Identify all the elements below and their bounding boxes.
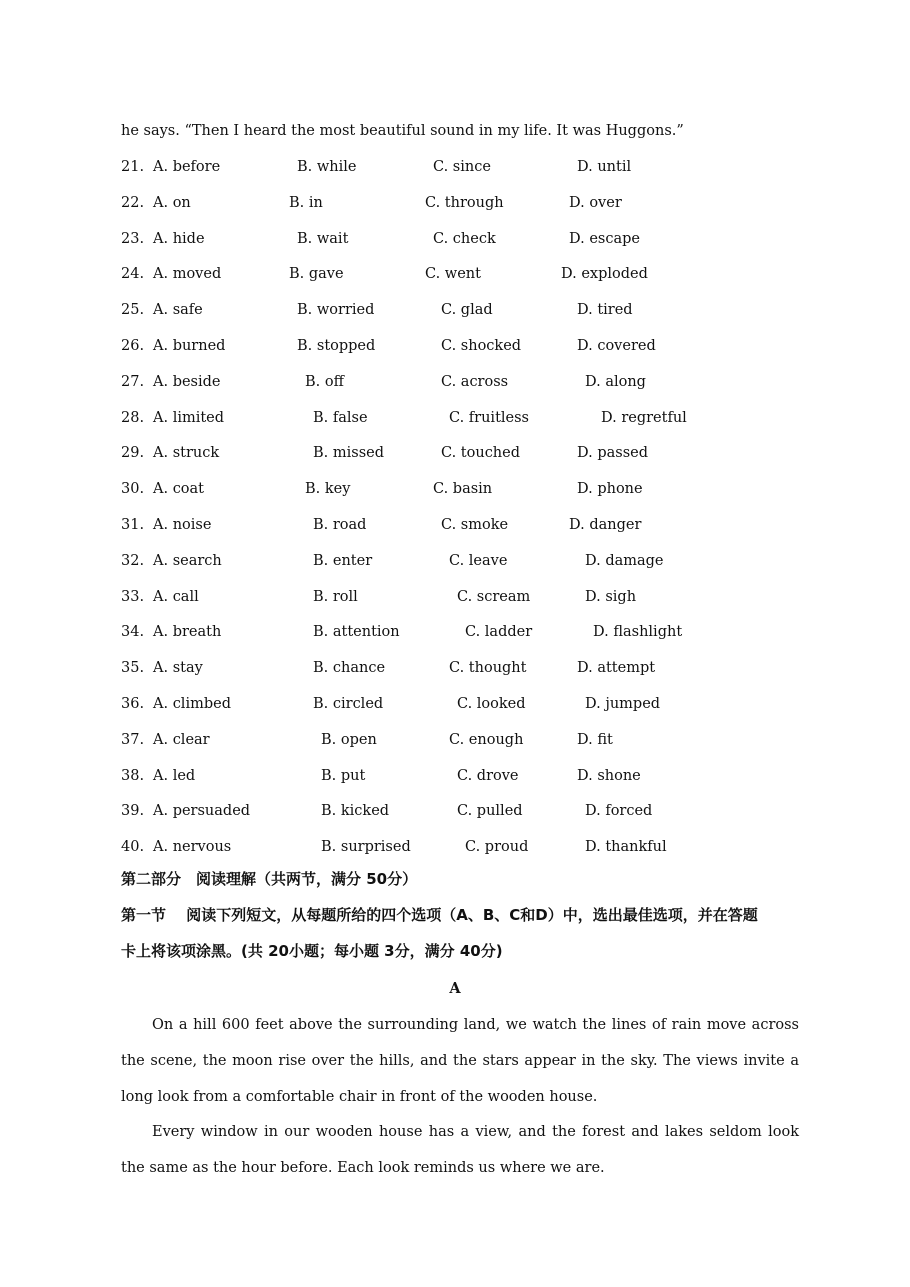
question-number: 32. [121,552,145,569]
option-b: B. key [305,481,351,498]
option-b: B. worried [297,302,375,319]
option-b: B. off [305,373,344,390]
option-d: D. shone [577,767,641,784]
question-row [121,372,821,392]
question-number: 24. [121,266,145,283]
question-number: 39. [121,803,145,820]
option-a: A. call [153,588,199,605]
option-a: A. struck [153,445,220,462]
option-d: D. damage [585,552,664,569]
paragraph: On a hill 600 feet above the surrounding land, we watch the lines of rain move across the scene, the moon rise over the hills, and the stars appear in the sky. The views invite a long look from a comfortable chair in front of the wooden house. [121,1017,799,1105]
option-b: B. attention [313,624,400,641]
question-row [121,694,821,714]
option-c: C. across [441,373,509,390]
option-d: D. regretful [601,409,687,426]
option-c: C. check [433,230,496,247]
question-row [121,658,821,678]
option-a: A. search [153,552,222,569]
intro-line: he says. “Then I heard the most beautiful sound in my life. It was Huggons.” [121,123,684,139]
question-number: 33. [121,588,145,605]
option-b: B. kicked [321,803,390,820]
question-number: 22. [121,194,145,211]
option-b: B. circled [313,696,384,712]
option-c: C. scream [457,588,531,605]
option-c: C. enough [449,731,524,748]
option-a: A. persuaded [153,803,251,820]
question-row [121,300,821,320]
option-c: C. smoke [441,517,509,533]
question-number: 38. [121,767,145,784]
option-a: A. stay [153,660,203,677]
option-b: B. false [313,409,368,426]
option-d: D. flashlight [593,624,683,641]
question-row [121,730,821,750]
question-row [121,264,821,284]
option-a: A. clear [153,731,210,748]
option-c: C. basin [433,481,493,498]
question-number: 25. [121,302,145,319]
option-b: B. chance [313,660,386,677]
question-row [121,801,821,821]
option-d: D. jumped [585,696,661,712]
question-number: 36. [121,696,145,712]
option-c: C. shocked [441,338,522,354]
option-d: D. forced [585,803,653,820]
option-d: D. over [569,194,622,211]
section-heading-line-1: 第一节 阅读下列短文，从每题所给的四个选项（A、B、C和D）中，选出最佳选项，并在答题 [121,906,758,924]
question-row [121,766,821,786]
option-a: A. moved [153,266,222,283]
option-d: D. fit [577,731,613,748]
option-c: C. leave [449,552,508,569]
question-row [121,336,821,356]
option-a: A. led [153,767,196,784]
option-d: D. until [577,159,632,175]
option-a: A. on [153,194,191,211]
question-row [121,157,821,177]
question-row [121,229,821,249]
option-c: C. fruitless [449,409,529,426]
option-b: B. missed [313,445,385,462]
option-c: C. proud [465,839,529,856]
option-a: A. limited [153,409,225,426]
option-c: C. drove [457,767,519,784]
question-row [121,443,821,463]
question-row [121,408,821,428]
option-b: B. open [321,731,377,748]
option-a: A. climbed [153,696,231,712]
question-row [121,479,821,499]
option-c: C. through [425,194,504,211]
question-number: 30. [121,481,145,498]
question-row [121,515,821,535]
option-c: C. looked [457,696,526,712]
option-a: A. before [153,159,221,175]
question-row [121,587,821,607]
question-number: 31. [121,517,145,533]
question-row [121,551,821,571]
passage-label: A [449,980,461,997]
question-number: 40. [121,839,145,856]
option-c: C. ladder [465,624,533,641]
option-b: B. gave [289,266,344,283]
option-c: C. touched [441,445,521,462]
option-c: C. went [425,266,481,283]
option-c: C. since [433,159,491,175]
option-d: D. exploded [561,266,648,283]
question-row [121,837,821,857]
option-b: B. road [313,517,367,533]
option-b: B. in [289,194,323,211]
option-d: D. along [585,373,646,390]
question-number: 37. [121,731,145,748]
option-a: A. hide [153,230,205,247]
option-d: D. attempt [577,660,656,677]
option-a: A. coat [153,481,205,498]
option-c: C. glad [441,302,493,319]
question-number: 27. [121,373,145,390]
option-d: D. escape [569,230,640,247]
question-number: 28. [121,409,145,426]
question-row [121,193,821,213]
option-a: A. nervous [153,839,232,856]
option-a: A. noise [153,517,212,533]
option-b: B. surprised [321,839,411,856]
section-heading-line-2: 卡上将该项涂黑。(共 20小题；每小题 3分，满分 40分) [121,942,503,960]
option-b: B. put [321,767,366,784]
question-number: 21. [121,159,145,175]
question-row [121,622,821,642]
option-a: A. burned [153,338,226,354]
option-b: B. wait [297,230,349,247]
option-d: D. thankful [585,839,667,856]
option-b: B. enter [313,552,373,569]
option-a: A. safe [153,302,203,319]
option-b: B. while [297,159,357,175]
option-d: D. tired [577,302,633,319]
option-b: B. roll [313,588,358,605]
question-number: 29. [121,445,145,462]
option-a: A. beside [153,373,221,390]
part-heading: 第二部分 阅读理解（共两节，满分 50分） [121,870,418,888]
question-number: 26. [121,338,145,354]
option-b: B. stopped [297,338,376,354]
option-a: A. breath [153,624,222,641]
option-d: D. covered [577,338,656,354]
option-d: D. phone [577,481,643,498]
option-c: C. pulled [457,803,523,820]
paragraph: Every window in our wooden house has a view, and the forest and lakes seldom look the same as the hour before. Each look reminds us where we are. [121,1124,799,1176]
question-number: 23. [121,230,145,247]
option-d: D. sigh [585,588,637,605]
option-d: D. passed [577,445,648,462]
option-c: C. thought [449,660,527,677]
option-d: D. danger [569,517,642,533]
question-number: 34. [121,624,145,641]
question-number: 35. [121,660,145,677]
